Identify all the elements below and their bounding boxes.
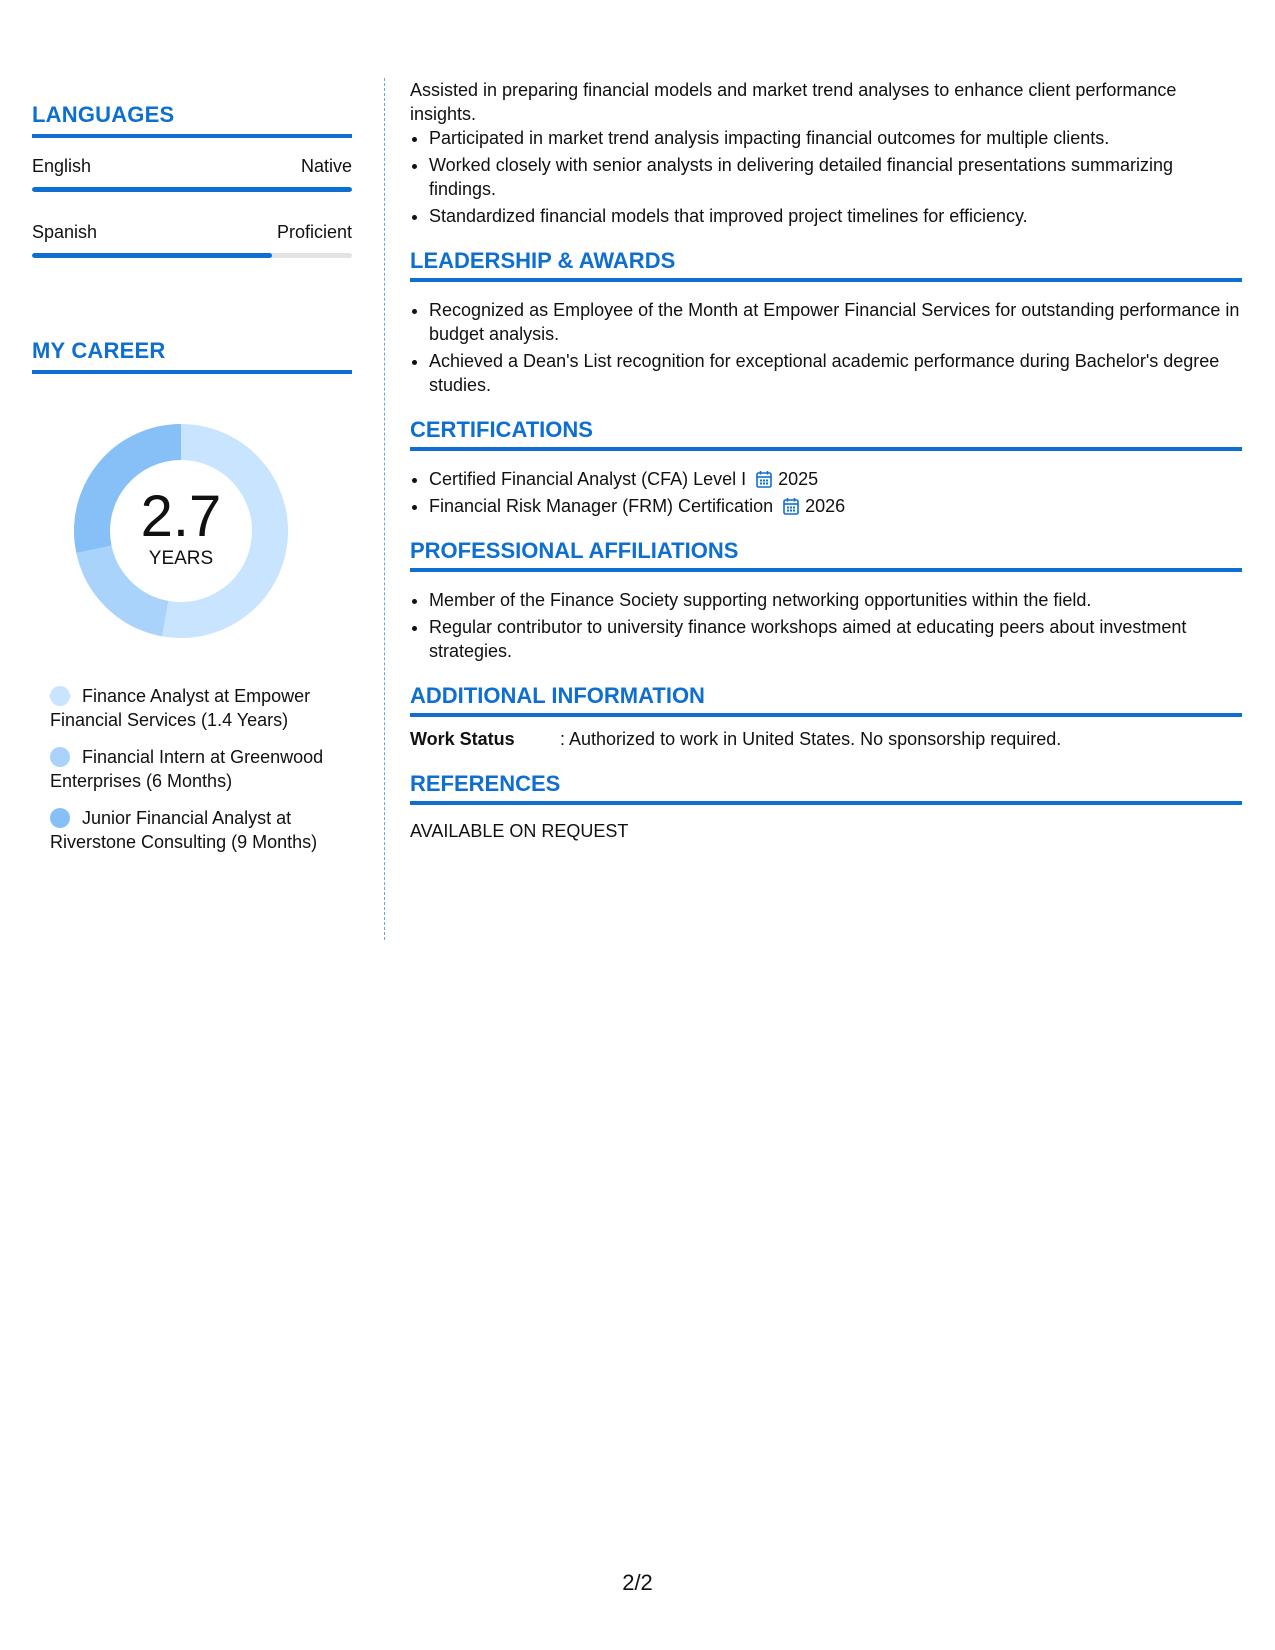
leadership-section [410, 248, 1242, 397]
main-column [410, 78, 1242, 842]
column-divider [384, 78, 385, 940]
career-total-unit: YEARS [148, 548, 214, 569]
languages-section [32, 102, 352, 258]
language-name: Spanish [32, 222, 98, 242]
legend-dot [50, 747, 70, 767]
affiliations-section [410, 538, 1242, 663]
affiliation-bullet: • Regular contributor to university finance workshops aimed at educating peers about investment strategies. [429, 615, 1242, 663]
legend-item [50, 745, 340, 793]
leadership-heading: LEADERSHIP & AWARDS [410, 248, 1242, 282]
legend-label: Junior Financial Analyst at Riverstone Consulting (9 Months) [50, 808, 318, 852]
sidebar [32, 70, 352, 867]
language-proficiency-fill [32, 253, 272, 258]
language-proficiency-bar [32, 187, 352, 192]
experience-bullet: • Participated in market trend analysis impacting financial outcomes for multiple clients. [429, 126, 1242, 150]
page-number: 2/2 [622, 1570, 653, 1595]
language-proficiency-bar [32, 253, 352, 258]
language-level: Native [300, 156, 352, 176]
leadership-bullet: • Recognized as Employee of the Month at Empower Financial Services for outstanding performance in budget analysis. [429, 298, 1242, 346]
donut-center [66, 416, 296, 646]
work-status-row [410, 727, 1242, 751]
legend-label: Financial Intern at Greenwood Enterprises (6 Months) [50, 747, 324, 791]
affiliation-bullet: • Member of the Finance Society supporting networking opportunities within the field. [429, 588, 1242, 612]
language-item [32, 156, 352, 192]
additional-info-section [410, 683, 1242, 751]
language-level: Proficient [276, 222, 352, 242]
legend-label: Finance Analyst at Empower Financial Services (1.4 Years) [50, 686, 311, 730]
legend-item [50, 806, 340, 854]
career-heading: MY CAREER [32, 338, 352, 374]
experience-bullet: • Standardized financial models that improved project timelines for efficiency. [429, 204, 1242, 228]
legend-dot [50, 808, 70, 828]
additional-info-heading: ADDITIONAL INFORMATION [410, 683, 1242, 717]
certification-year: 2026 [805, 496, 846, 516]
calendar-icon [783, 497, 799, 515]
language-name: English [32, 156, 92, 176]
certification-item [429, 467, 1242, 491]
career-total-value: 2.7 [140, 484, 222, 549]
certification-item [429, 494, 1242, 518]
affiliations-heading: PROFESSIONAL AFFILIATIONS [410, 538, 1242, 572]
language-item [32, 222, 352, 258]
certifications-section [410, 417, 1242, 518]
languages-heading: LANGUAGES [32, 102, 352, 138]
references-section [410, 771, 1242, 842]
certification-name: Certified Financial Analyst (CFA) Level I [429, 469, 747, 489]
experience-continuation [410, 78, 1242, 228]
experience-bullet: • Worked closely with senior analysts in delivering detailed financial presentations summarizing findings. [429, 153, 1242, 201]
experience-bullets [410, 126, 1242, 228]
experience-intro: Assisted in preparing financial models and market trend analyses to enhance client performance insights. [410, 80, 1177, 124]
work-status-value: : Authorized to work in United States. No sponsorship required. [560, 729, 1062, 749]
references-heading: REFERENCES [410, 771, 1242, 805]
legend-item [50, 684, 340, 732]
certification-year: 2025 [778, 469, 819, 489]
language-proficiency-fill [32, 187, 352, 192]
certification-name: Financial Risk Manager (FRM) Certification [429, 496, 774, 516]
references-text: AVAILABLE ON REQUEST [410, 821, 629, 841]
calendar-icon [756, 470, 772, 488]
career-legend [32, 684, 340, 854]
career-section [32, 338, 352, 854]
legend-dot [50, 686, 70, 706]
work-status-label: Work Status [410, 729, 515, 749]
leadership-bullet: • Achieved a Dean's List recognition for exceptional academic performance during Bachelor's degree studies. [429, 349, 1242, 397]
certifications-heading: CERTIFICATIONS [410, 417, 1242, 451]
career-donut-chart [66, 416, 296, 646]
